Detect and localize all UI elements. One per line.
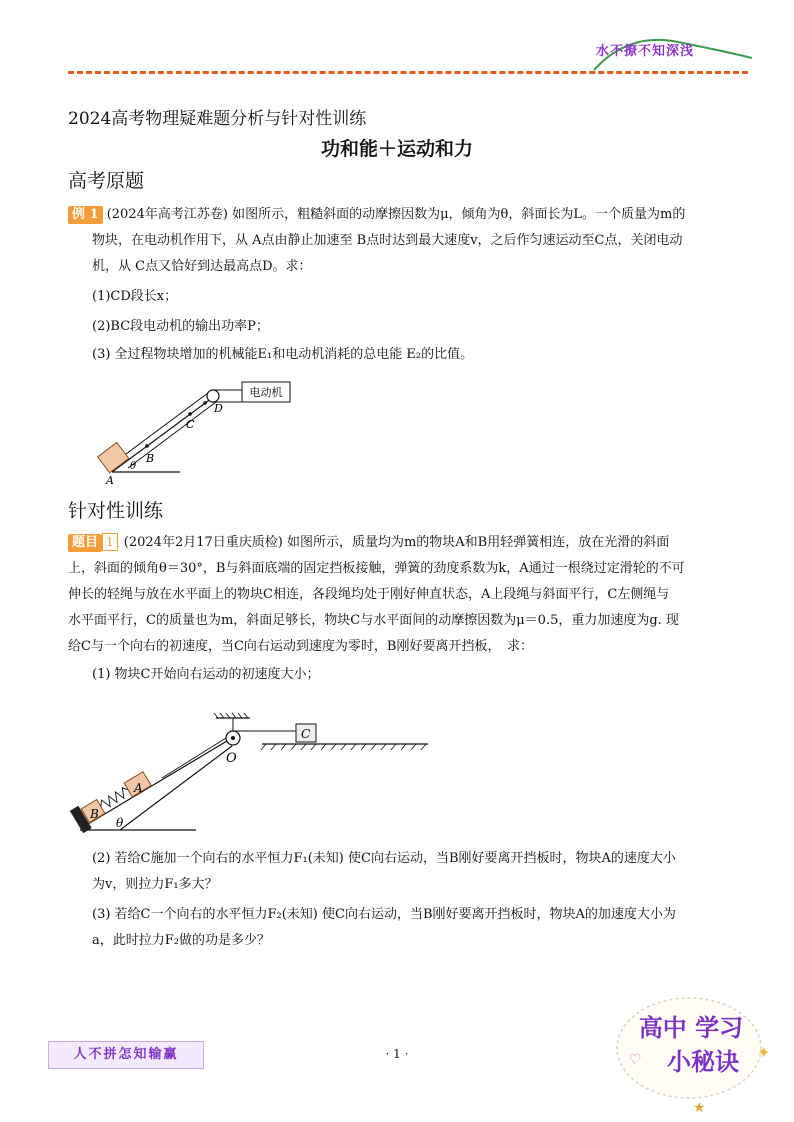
problem1-line2: 上，斜面的倾角θ＝30°，B与斜面底端的固定挡板接触，弹簧的劲度系数为k，A通过一根绕过定滑轮的不可 [68, 561, 685, 576]
label-B: B [146, 452, 155, 465]
problem1-line3: 伸长的轻绳与放在水平面上的物块C相连，各段绳均处于刚好伸直状态，A上段绳与斜面平行，C左侧绳与 [68, 587, 670, 602]
document-title: 2024高考物理疑难题分析与针对性训练 [68, 109, 367, 129]
example-badge: 例 1 [68, 206, 103, 224]
label-A: A [134, 781, 143, 795]
problem1-line1 [68, 530, 728, 556]
footer-motto: 人不拼怎知输赢 [48, 1041, 204, 1069]
star-icon: ★ [693, 1100, 706, 1116]
motor-label: 电动机 [249, 386, 283, 399]
header-motto: 水不撩不知深浅 [596, 44, 695, 59]
sparkle-icon: ✦ [757, 1043, 771, 1062]
label-theta: θ [116, 816, 124, 830]
problem1-question3-line1: (3) 若给C一个向右的水平恒力F₂(未知) 使C向右运动，当B刚好要离开挡板时，物块A的加速度大小为 [92, 907, 676, 922]
example1-line3: 机，从 C点又恰好到达最高点D。求： [92, 259, 312, 274]
example1-question2: (2)BC段电动机的输出功率P； [92, 319, 269, 334]
example1-text1: (2024年高考江苏卷) 如图所示，粗糙斜面的动摩擦因数为μ，倾角为θ，斜面长为L。一个质量为m的 [106, 207, 686, 222]
main-title: 功和能＋运动和力 [320, 138, 473, 160]
label-theta: θ [130, 461, 137, 472]
problem1-question2-line1: (2) 若给C施加一个向右的水平恒力F₁(未知) 使C向右运动，当B刚好要离开挡板时，物块A的速度大小 [92, 851, 676, 866]
label-D: D [214, 402, 223, 415]
sticker-line1: 高中 学习 [638, 1014, 744, 1042]
problem1-question3-line2: a，此时拉力F₂做的功是多少？ [92, 933, 270, 948]
sticker-line2: 小秘诀 [667, 1048, 739, 1076]
problem-number: 1 [102, 533, 118, 551]
example1-question3: (3) 全过程物块增加的机械能E₁和电动机消耗的总电能 E₂的比值。 [92, 347, 474, 362]
label-A: A [106, 474, 114, 487]
problem1-text1: (2024年2月17日重庆质检) 如图所示，质量均为m的物块A和B用轻弹簧相连，放在光滑的斜面 [123, 535, 670, 550]
page-number: · 1 · [385, 1047, 409, 1061]
problem1-line5: 给C与一个向右的初速度，当C向右运动到速度为零时，B刚好要离开挡板， 求： [68, 639, 533, 654]
problem-badge: 题目 [68, 534, 102, 552]
header-divider [68, 71, 748, 74]
study-tips-sticker [607, 992, 777, 1117]
problem1-line4: 水平面平行，C的质量也为m，斜面足够长，物块C与水平面间的动摩擦因数为μ＝0.5，重力加速度为g. 现 [68, 613, 679, 628]
example1-line1 [68, 202, 728, 228]
section-heading-training: 针对性训练 [68, 500, 164, 522]
problem1-question1: (1) 物块C开始向右运动的初速度大小； [92, 667, 320, 682]
label-C: C [186, 418, 195, 431]
label-C: C [301, 727, 311, 741]
figure-incline-motor [92, 376, 302, 488]
label-B: B [90, 807, 99, 821]
label-O: O [226, 751, 237, 766]
section-heading-exam: 高考原题 [68, 170, 145, 192]
problem1-question2-line2: 为v，则拉力F₁多大？ [92, 877, 218, 892]
example1-line2: 物块，在电动机作用下，从 A点由静止加速至 B点时达到最大速度v，之后作匀速运动至C点，关闭电动 [92, 233, 683, 248]
figure-spring-pulley [66, 706, 436, 836]
example1-question1: (1)CD段长x； [92, 289, 178, 304]
heart-icon: ♡ [629, 1052, 642, 1068]
